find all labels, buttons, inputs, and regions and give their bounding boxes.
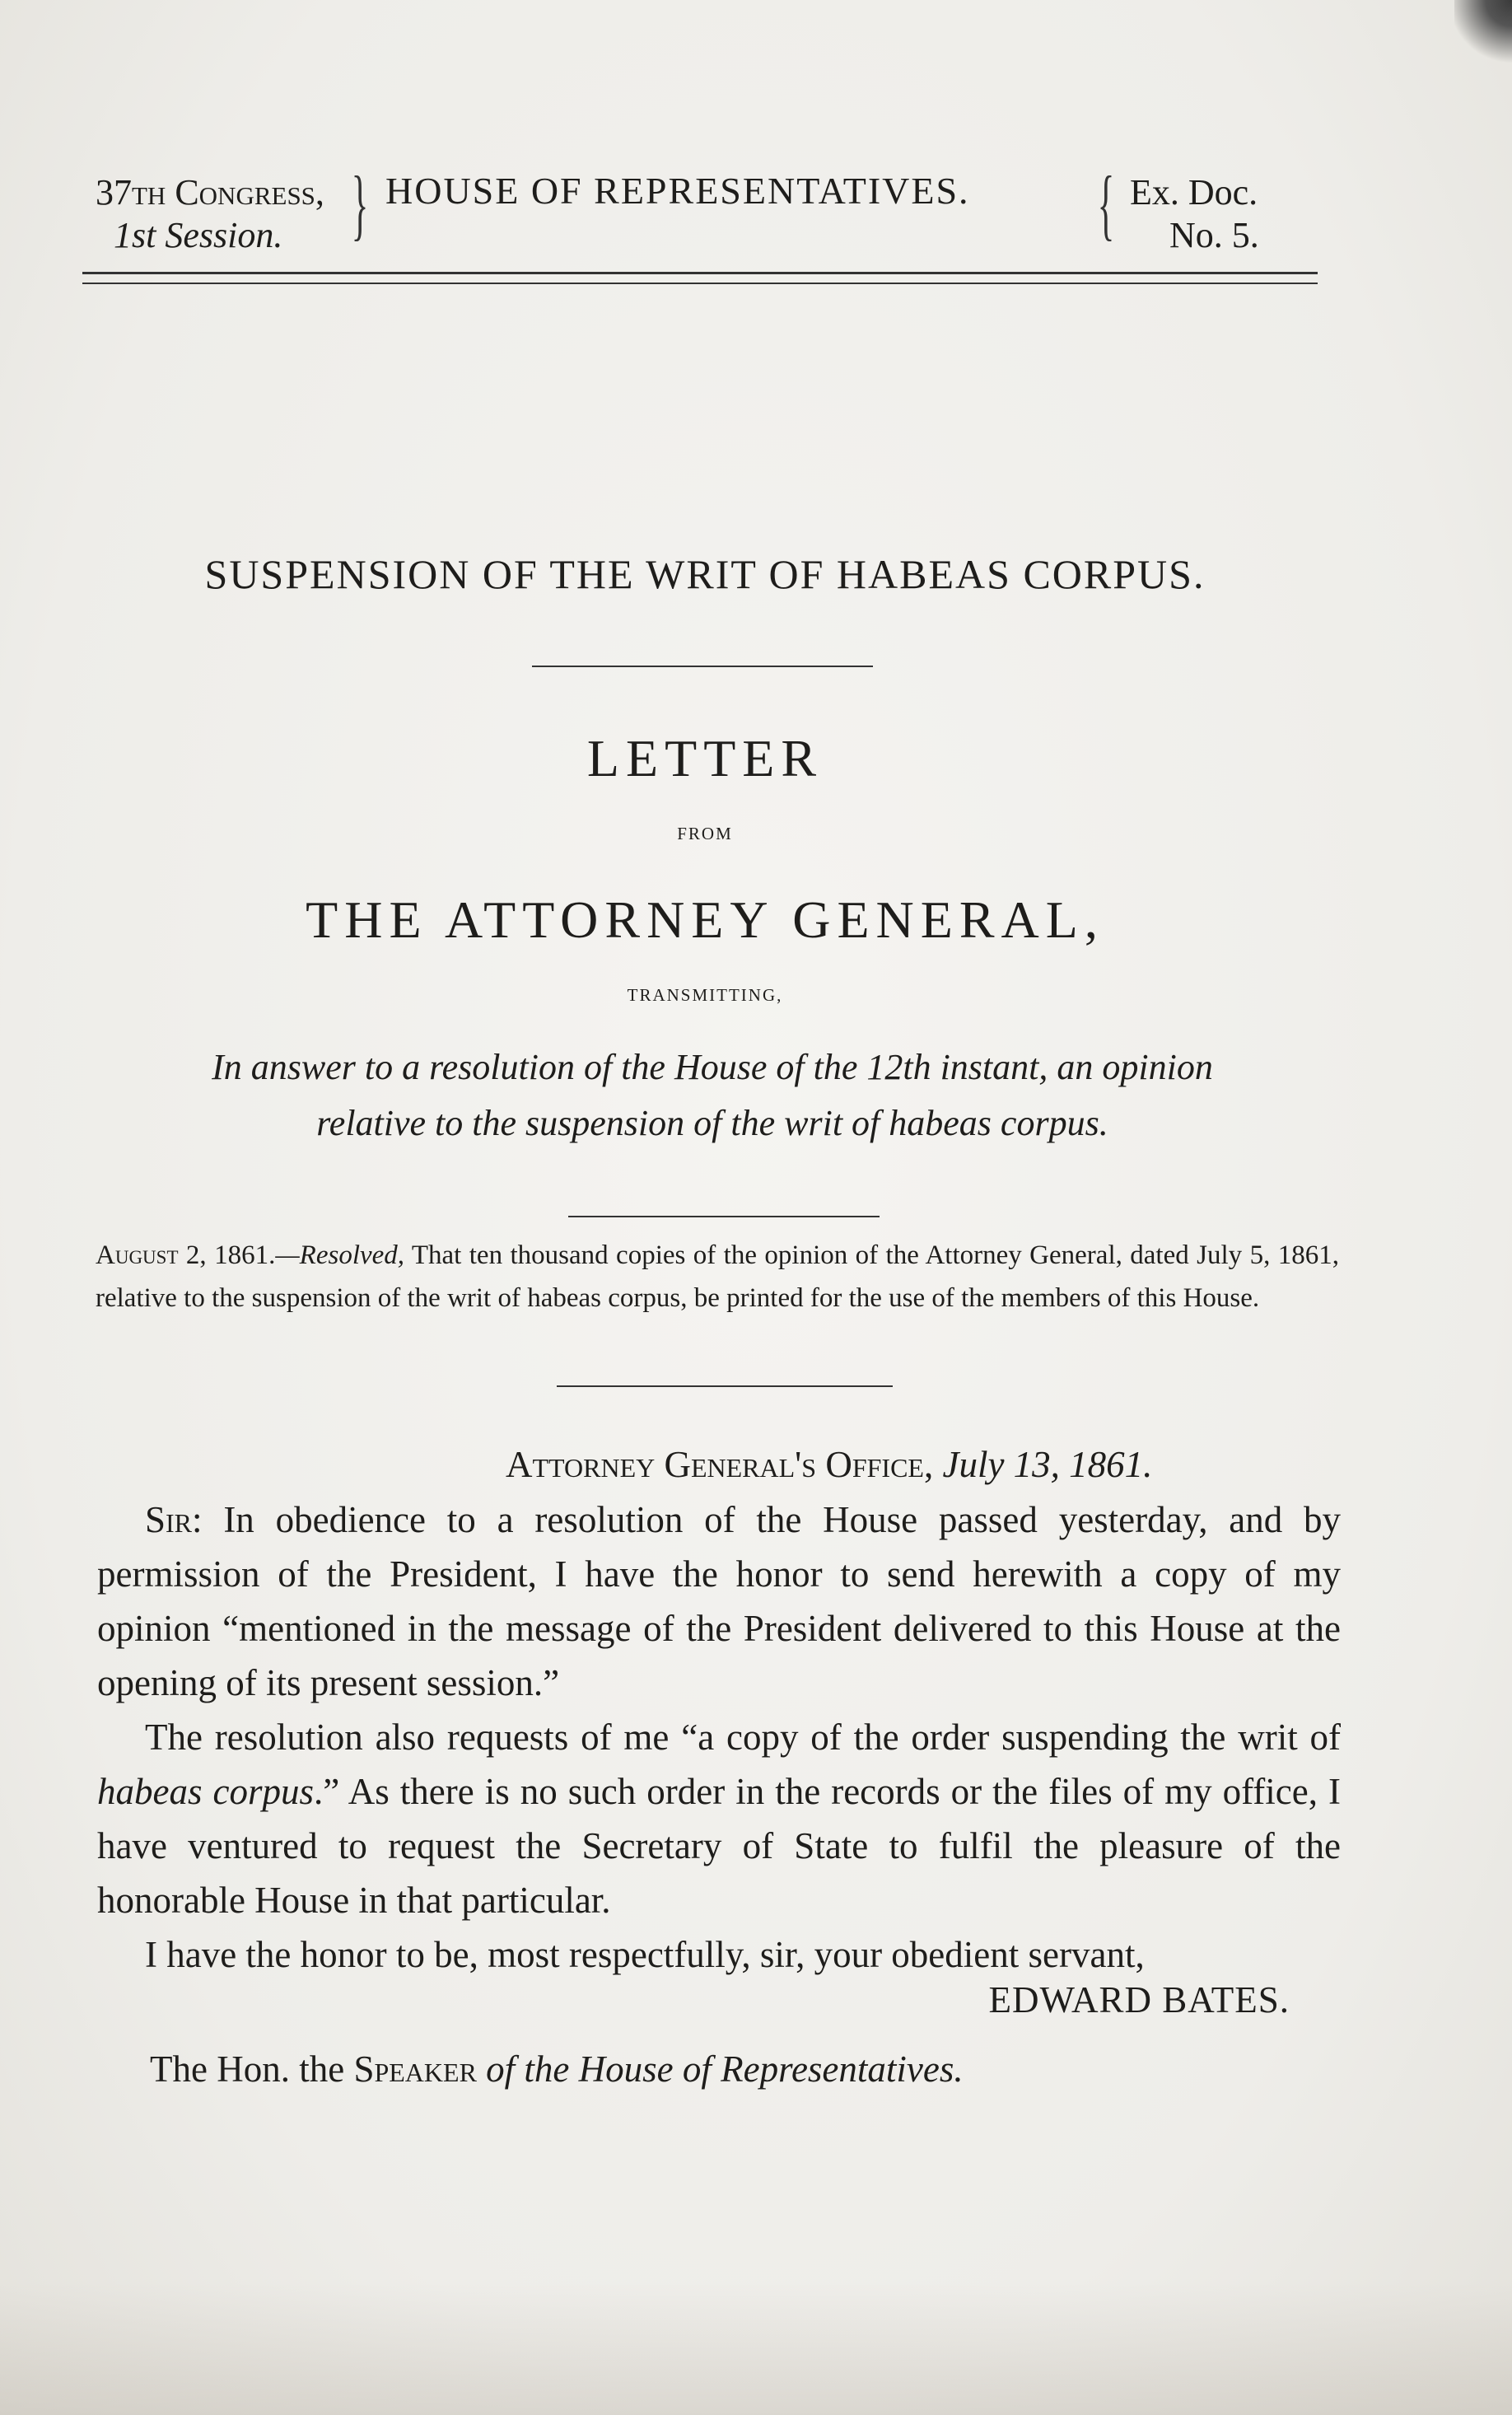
page-bottom-shading (0, 2283, 1512, 2415)
letter-heading: LETTER (586, 729, 824, 787)
addressee-prefix: The Hon. the (150, 2048, 345, 2090)
divider-rule (557, 1385, 893, 1387)
addressee-speaker: Speaker (353, 2048, 477, 2090)
letter-dateline (506, 1443, 1152, 1486)
letter-para2-italic: habeas corpus (97, 1771, 314, 1812)
header-left-brace: } (351, 160, 369, 248)
letter-addressee (150, 2048, 964, 2090)
resolution-text: That ten thousand copies of the opinion of the Attorney General, dated July 5, 1861, relative to the suspension of the writ of habeas corpus, be printed for the use of the members of this House. (96, 1240, 1339, 1313)
header-congress (96, 171, 324, 257)
header-right-brace: { (1097, 160, 1115, 248)
letter-paragraph-1 (97, 1492, 1341, 1710)
divider-rule (568, 1216, 880, 1217)
letter-salutation: Sir: (145, 1499, 203, 1540)
header-ex-doc-label: Ex. Doc. (1130, 172, 1258, 213)
letter-closing: I have the honor to be, most respectfully, sir, your obedient servant, (145, 1934, 1145, 1975)
resolution-paragraph (96, 1234, 1339, 1320)
header-doc-number: No. 5. (1169, 215, 1259, 255)
letter-date: July 13, 1861. (942, 1444, 1153, 1485)
letter-para2-start: The resolution also requests of me “a copy of the order suspending the writ of (145, 1717, 1341, 1758)
letter-paragraph-2 (97, 1710, 1341, 1927)
header-document-number (1130, 171, 1259, 257)
page-corner-shadow (1454, 0, 1512, 66)
addressee-suffix: of the House of Representatives. (486, 2048, 964, 2090)
letter-body (97, 1492, 1341, 1982)
header-double-rule (82, 272, 1318, 284)
answer-line-2: relative to the suspension of the writ of habeas corpus. (316, 1103, 1108, 1143)
letter-signature: EDWARD BATES. (988, 1979, 1290, 2020)
document-title: SUSPENSION OF THE WRIT OF HABEAS CORPUS. (204, 551, 1206, 597)
letter-office: Attorney General's Office, (506, 1444, 934, 1485)
letter-para1-text: In obedience to a resolution of the House passed yesterday, and by permission of the President, I have the honor to send herewith a copy of my opinion “mentioned in the message of the President delivered to this House at the opening of its present session.” (97, 1499, 1341, 1703)
answer-description (82, 1039, 1342, 1151)
divider-rule (532, 666, 873, 667)
letter-para2-end: .” As there is no such order in the records or the files of my office, I have ventured to request the Secretary of State to fulfil the pleasure of the honorable House in that particular. (97, 1771, 1341, 1921)
resolution-date: August 2, 1861. (96, 1240, 276, 1270)
sender-heading: THE ATTORNEY GENERAL, (306, 890, 1104, 949)
header-session-label: 1st Session. (114, 215, 283, 255)
resolution-resolved-label: —Resolved, (275, 1240, 405, 1270)
from-label: FROM (677, 824, 733, 843)
header-house-title: HOUSE OF REPRESENTATIVES. (385, 170, 970, 212)
transmitting-label: TRANSMITTING, (627, 985, 783, 1005)
answer-line-1: In answer to a resolution of the House of the 12th instant, an opinion (212, 1047, 1213, 1087)
header-congress-label: 37th Congress, (96, 172, 324, 213)
